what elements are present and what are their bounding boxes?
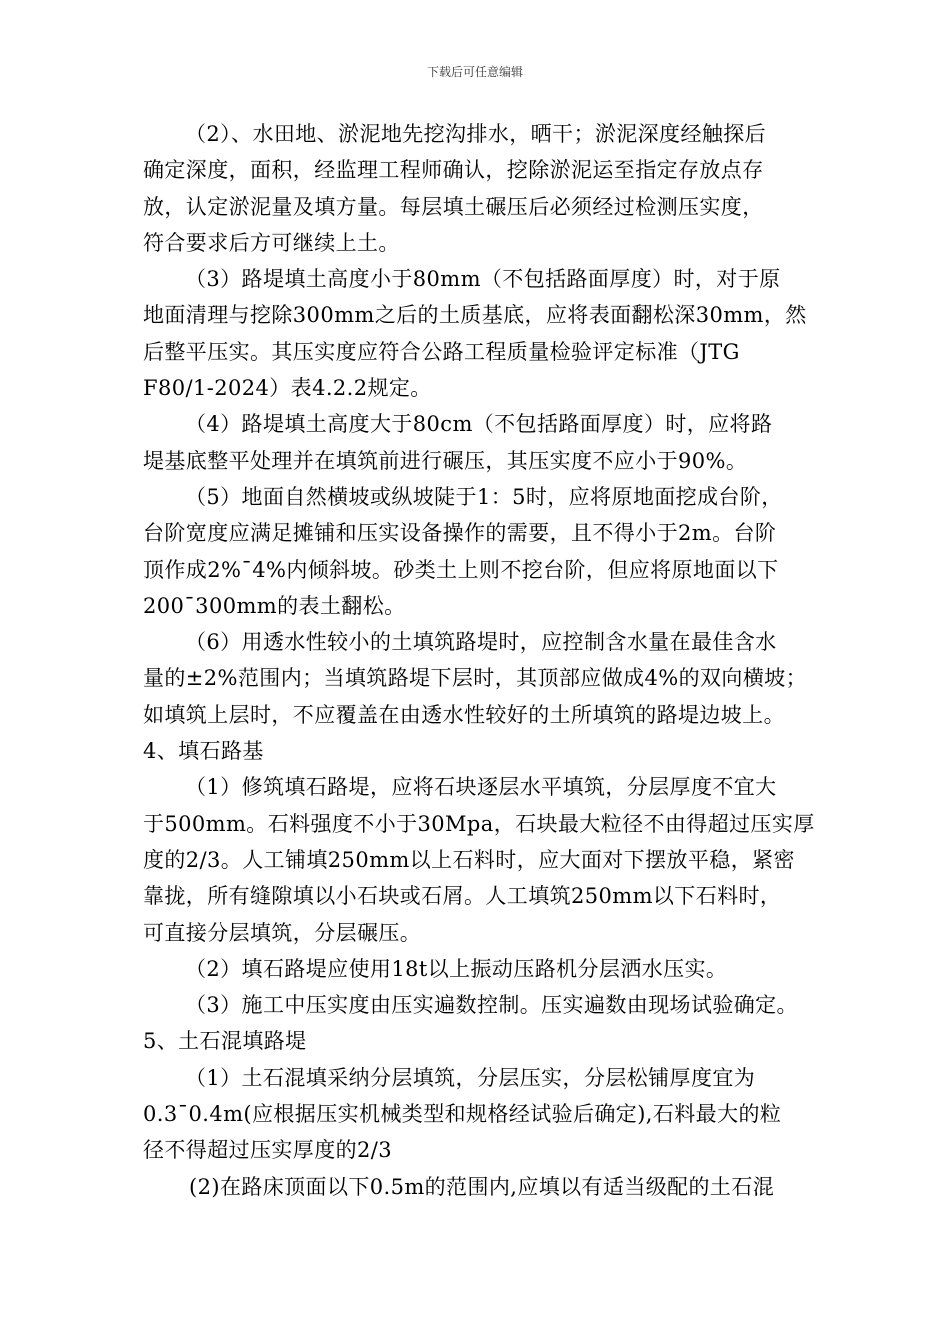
paragraph-line: （2）、水田地、淤泥地先挖沟排水，晒干；淤泥深度经触探后	[185, 122, 767, 146]
paragraph-line: （5）地面自然横坡或纵坡陡于1：5时，应将原地面挖成台阶，	[185, 484, 783, 509]
paragraph-line: 靠拢，所有缝隙填以小石块或石屑。人工填筑250mm以下石料时，	[143, 884, 782, 909]
paragraph-line: （4）路堤填土高度大于80cm（不包括路面厚度）时，应将路	[185, 412, 773, 437]
paragraph-line: 0.3¯0.4m(应根据压实机械类型和规格经试验后确定),石料最大的粒	[143, 1102, 782, 1127]
section-heading: 5、土石混填路堤	[143, 1029, 307, 1054]
paragraph-line: 顶作成2%¯4%内倾斜坡。砂类土上则不挖台阶，但应将原地面以下	[143, 557, 779, 582]
paragraph-line: 堤基底整平处理并在填筑前进行碾压，其压实度不应小于90%。	[143, 448, 748, 473]
paragraph-line: 径不得超过压实厚度的2/3	[143, 1138, 392, 1163]
paragraph-line: 可直接分层填筑，分层碾压。	[143, 920, 422, 945]
paragraph-line: 量的±2%范围内；当填筑路堤下层时，其顶部应做成4%的双向横坡；	[143, 666, 808, 691]
paragraph-line: 放，认定淤泥量及填方量。每层填土碾压后必须经过检测压实度，	[143, 194, 764, 219]
paragraph-line: （1）修筑填石路堤，应将石块逐层水平填筑，分层厚度不宜大	[185, 775, 777, 800]
paragraph-line: 如填筑上层时，不应覆盖在由透水性较好的土所填筑的路堤边坡上。	[143, 702, 785, 727]
paragraph-line: （3）施工中压实度由压实遍数控制。压实遍数由现场试验确定。	[185, 993, 798, 1018]
paragraph-line: （3）路堤填土高度小于80mm（不包括路面厚度）时，对于原	[185, 267, 781, 292]
paragraph-line: 于500mm。石料强度不小于30Mpa，石块最大粒径不由得超过压实厚	[143, 811, 815, 836]
paragraph-line: 后整平压实。其压实度应符合公路工程质量检验评定标准（JTG	[143, 339, 740, 364]
paragraph-line: 确定深度，面积，经监理工程师确认，挖除淤泥运至指定存放点存	[143, 158, 764, 183]
paragraph-line: （2）填石路堤应使用18t以上振动压路机分层洒水压实。	[185, 956, 728, 981]
paragraph-line: 度的2/3。人工铺填250mm以上石料时，应大面对下摆放平稳，紧密	[143, 847, 795, 872]
paragraph-line: 200¯300mm的表土翻松。	[143, 593, 406, 618]
paragraph-line: 符合要求后方可继续上土。	[143, 230, 400, 255]
page-header: 下载后可任意编辑	[426, 65, 523, 79]
paragraph-line: F80/1-2024）表4.2.2规定。	[143, 376, 432, 401]
paragraph-line: 台阶宽度应满足摊铺和压实设备操作的需要，且不得小于2m。台阶	[143, 521, 777, 546]
paragraph-line: 地面清理与挖除300mm之后的土质基底，应将表面翻松深30mm，然	[143, 303, 807, 328]
document-body	[143, 116, 813, 1205]
paragraph-line: (2)在路床顶面以下0.5m的范围内,应填以有适当级配的土石混	[189, 1174, 775, 1199]
section-heading: 4、填石路基	[143, 739, 264, 764]
paragraph-line: （6）用透水性较小的土填筑路堤时，应控制含水量在最佳含水	[185, 630, 777, 655]
paragraph-line: （1）土石混填采纳分层填筑，分层压实，分层松铺厚度宜为	[185, 1065, 756, 1090]
